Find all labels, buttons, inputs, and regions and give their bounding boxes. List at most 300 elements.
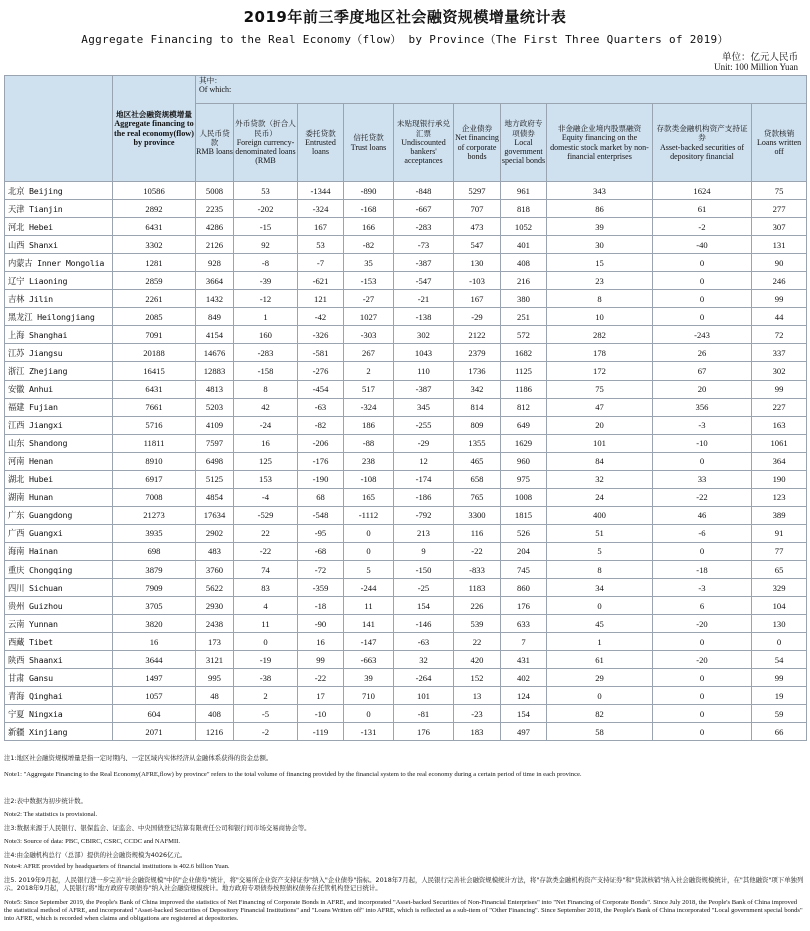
value-cell: 176 [501,597,547,615]
value-cell: 163 [752,416,807,434]
value-cell: 14676 [196,344,234,362]
value-cell: 125 [234,452,298,470]
value-cell: 16 [298,633,344,651]
value-cell: 4813 [196,380,234,398]
value-cell: -547 [394,272,454,290]
value-cell: 337 [752,344,807,362]
value-cell: 960 [501,452,547,470]
header-col-en: Equity financing on the domestic stock market by non-financial enterprises [550,133,649,161]
value-cell: 0 [234,633,298,651]
value-cell: 1043 [394,344,454,362]
value-cell: 3879 [113,560,196,578]
province-cell: 海南 Hainan [5,542,113,560]
province-cell: 山东 Shandong [5,434,113,452]
value-cell: 183 [454,723,501,741]
value-cell: 707 [454,200,501,218]
value-cell: -283 [234,344,298,362]
value-cell: 121 [298,290,344,308]
value-cell: 356 [653,398,752,416]
table-row [5,416,807,434]
value-cell: 22 [234,524,298,542]
province-cell: 宁夏 Ningxia [5,705,113,723]
value-cell: 46 [653,506,752,524]
value-cell: 1432 [196,290,234,308]
header-col-5 [394,104,454,182]
value-cell: 65 [752,560,807,578]
value-cell: 3664 [196,272,234,290]
value-cell: 99 [752,290,807,308]
value-cell: 130 [752,615,807,633]
value-cell: 54 [752,651,807,669]
value-cell: -22 [454,542,501,560]
value-cell: 5008 [196,182,234,200]
province-cell: 内蒙古 Inner Mongolia [5,254,113,272]
value-cell: 53 [298,236,344,254]
value-cell: 77 [752,542,807,560]
value-cell: 277 [752,200,807,218]
page-title: 2019年前三季度地区社会融资规模增量统计表 [243,8,567,26]
value-cell: 1815 [501,506,547,524]
value-cell: 6 [653,597,752,615]
value-cell: 33 [653,470,752,488]
value-cell: -29 [394,434,454,452]
table-row [5,633,807,651]
value-cell: -3 [653,416,752,434]
value-cell: 3300 [454,506,501,524]
value-cell: 42 [234,398,298,416]
value-cell: 408 [196,705,234,723]
value-cell: 17634 [196,506,234,524]
value-cell: 400 [547,506,653,524]
province-cell: 西藏 Tibet [5,633,113,651]
table-row [5,524,807,542]
value-cell: 44 [752,308,807,326]
value-cell: 4 [234,597,298,615]
value-cell: 765 [454,488,501,506]
value-cell: -39 [234,272,298,290]
value-cell: 10 [547,308,653,326]
value-cell: -153 [344,272,394,290]
value-cell: 12883 [196,362,234,380]
value-cell: 90 [752,254,807,272]
header-col-cn: 外币贷款（折合人民币） [235,119,296,138]
province-cell: 浙江 Zhejiang [5,362,113,380]
table-row [5,705,807,723]
value-cell: -82 [298,416,344,434]
value-cell: 154 [501,705,547,723]
value-cell: 75 [547,380,653,398]
value-cell: 2126 [196,236,234,254]
value-cell: 166 [344,218,394,236]
value-cell: 99 [752,380,807,398]
value-cell: 0 [653,290,752,308]
value-cell: 83 [234,579,298,597]
value-cell: 92 [234,236,298,254]
header-col-en: Asset-backed securities of depository financial [660,142,744,161]
province-cell: 河南 Henan [5,452,113,470]
header-col-en: Foreign currency-denominated loans (RMB [235,137,296,166]
province-cell: 重庆 Chongqing [5,560,113,578]
value-cell: 11 [344,597,394,615]
value-cell: 1183 [454,579,501,597]
value-cell: 2379 [454,344,501,362]
table-row [5,254,807,272]
value-cell: 7661 [113,398,196,416]
value-cell: 67 [653,362,752,380]
province-cell: 江西 Jiangxi [5,416,113,434]
province-cell: 辽宁 Liaoning [5,272,113,290]
table-row [5,506,807,524]
value-cell: 302 [752,362,807,380]
value-cell: 408 [501,254,547,272]
value-cell: 0 [653,723,752,741]
province-cell: 湖北 Hubei [5,470,113,488]
value-cell: 20188 [113,344,196,362]
value-cell: 48 [196,687,234,705]
value-cell: -40 [653,236,752,254]
value-cell: 497 [501,723,547,741]
value-cell: 39 [344,669,394,687]
value-cell: -10 [298,705,344,723]
note-5: 注3:数据来源于人民银行、银保监会、证监会、中央国债登记结算有限责任公司和银行间市场交易商协会等。 [4,824,311,832]
header-col-cn: 企业债券 [461,123,493,133]
value-cell: 20 [653,380,752,398]
value-cell: -276 [298,362,344,380]
province-cell: 河北 Hebei [5,218,113,236]
value-cell: 5716 [113,416,196,434]
value-cell: 59 [752,705,807,723]
value-cell: -6 [653,524,752,542]
value-cell: 282 [547,326,653,344]
value-cell: -147 [344,633,394,651]
province-cell: 湖南 Hunan [5,488,113,506]
value-cell: 131 [752,236,807,254]
value-cell: 4109 [196,416,234,434]
province-cell: 安徽 Anhui [5,380,113,398]
header-col-2 [234,104,298,182]
value-cell: 238 [344,452,394,470]
value-cell: -21 [394,290,454,308]
value-cell: 483 [196,542,234,560]
table-row [5,470,807,488]
header-col-en: Entrusted loans [305,137,336,157]
table-row [5,434,807,452]
value-cell: 526 [501,524,547,542]
value-cell: 1281 [113,254,196,272]
province-cell: 青海 Qinghai [5,687,113,705]
table-row [5,200,807,218]
note-7: 注4:由金融机构总行（总部）提供的社会融资规模为4026亿元。 [4,851,187,859]
value-cell: 1027 [344,308,394,326]
value-cell: 1216 [196,723,234,741]
value-cell: -454 [298,380,344,398]
value-cell: -3 [653,579,752,597]
value-cell: 246 [752,272,807,290]
value-cell: 6498 [196,452,234,470]
value-cell: 16 [113,633,196,651]
value-cell: 2859 [113,272,196,290]
value-cell: 86 [547,200,653,218]
value-cell: 1052 [501,218,547,236]
table-row [5,452,807,470]
province-cell: 贵州 Guizhou [5,597,113,615]
province-cell: 云南 Yunnan [5,615,113,633]
header-col-en: Trust loans [350,142,387,152]
value-cell: -359 [298,579,344,597]
value-cell: -190 [298,470,344,488]
value-cell: 1057 [113,687,196,705]
value-cell: 345 [394,398,454,416]
table-row [5,669,807,687]
value-cell: 176 [394,723,454,741]
value-cell: 8 [547,290,653,308]
value-cell: 11 [234,615,298,633]
value-cell: -23 [454,705,501,723]
table-row [5,651,807,669]
header-col-en: Net financing of corporate bonds [455,133,499,161]
note-9: 注5. 2019年9月起，人民银行进一步完善"社会融资规模"中的"企业债券"统计，将"交易所企业资产支持证券"纳入"企业债券"指标。2018年7月起，人民银行完善社会融资规模统计方法，将"存款类金融机构资产支持证券"和"贷款核销"纳入社会融资规模统计，在"其他融资"项下单独列示。2018年9月起，人民银行将"地方政府专项债券"纳入社会融资规模统计。地方政府专项债券按照债权债务在托管机构登记日统计。 [4,876,804,892]
value-cell: 961 [501,182,547,200]
value-cell: 267 [344,344,394,362]
table-row [5,182,807,200]
value-cell: -324 [344,398,394,416]
table-row [5,362,807,380]
value-cell: -848 [394,182,454,200]
value-cell: 116 [454,524,501,542]
value-cell: 5 [344,560,394,578]
value-cell: -146 [394,615,454,633]
value-cell: 32 [394,651,454,669]
value-cell: 0 [344,542,394,560]
value-cell: 227 [752,398,807,416]
financing-table [4,75,807,741]
value-cell: -283 [394,218,454,236]
value-cell: 124 [501,687,547,705]
table-row [5,542,807,560]
header-of-which-en: Of which: [199,85,232,95]
value-cell: 6431 [113,380,196,398]
value-cell: 17 [298,687,344,705]
value-cell: 604 [113,705,196,723]
value-cell: 380 [501,290,547,308]
header-col-en: Loans written off [756,137,802,157]
value-cell: 5203 [196,398,234,416]
table-row [5,272,807,290]
value-cell: -22 [298,669,344,687]
value-cell: -29 [454,308,501,326]
value-cell: -158 [234,362,298,380]
value-cell: -168 [344,200,394,218]
value-cell: -833 [454,560,501,578]
value-cell: -324 [298,200,344,218]
value-cell: 3644 [113,651,196,669]
table-row [5,326,807,344]
value-cell: 928 [196,254,234,272]
value-cell: 4286 [196,218,234,236]
value-cell: 658 [454,470,501,488]
value-cell: 364 [752,452,807,470]
value-cell: 99 [298,651,344,669]
value-cell: -24 [234,416,298,434]
value-cell: 0 [752,633,807,651]
header-col-cn: 存款类金融机构资产支持证券 [656,123,748,143]
value-cell: 99 [752,669,807,687]
unit-label-en: Unit: 100 Million Yuan [714,62,798,72]
table-row [5,615,807,633]
note-2: Note1: "Aggregate Financing to the Real Economy(AFRE,flow) by province" refers to the total volume of financing provided by the financial system to the real economy during a certain period of time in each province. [4,771,582,778]
value-cell: 154 [394,597,454,615]
value-cell: 1736 [454,362,501,380]
value-cell: 7091 [113,326,196,344]
note-6: Note3: Source of data: PBC, CBIRC, CSRC, CCDC and NAFMII. [4,838,181,845]
value-cell: 51 [547,524,653,542]
value-cell: 860 [501,579,547,597]
value-cell: 572 [501,326,547,344]
value-cell: -243 [653,326,752,344]
value-cell: 22 [454,633,501,651]
value-cell: 39 [547,218,653,236]
note-8: Note4: AFRE provided by headquarters of financial institutions is 402.6 billion Yuan. [4,863,230,870]
table-row [5,218,807,236]
value-cell: 2902 [196,524,234,542]
value-cell: -18 [298,597,344,615]
value-cell: -255 [394,416,454,434]
value-cell: 35 [344,254,394,272]
note-4: Note2: The statistics is provisional. [4,811,98,818]
value-cell: 21273 [113,506,196,524]
header-col-9 [653,104,752,182]
value-cell: -326 [298,326,344,344]
value-cell: 72 [752,326,807,344]
value-cell: 4154 [196,326,234,344]
value-cell: 34 [547,579,653,597]
value-cell: 19 [752,687,807,705]
value-cell: 123 [752,488,807,506]
value-cell: 16 [234,434,298,452]
value-cell: -42 [298,308,344,326]
value-cell: 29 [547,669,653,687]
value-cell: 420 [454,651,501,669]
value-cell: -176 [298,452,344,470]
value-cell: -138 [394,308,454,326]
value-cell: -27 [344,290,394,308]
value-cell: -38 [234,669,298,687]
header-col-8 [547,104,653,182]
value-cell: 1497 [113,669,196,687]
value-cell: 167 [298,218,344,236]
value-cell: 13 [454,687,501,705]
value-cell: -150 [394,560,454,578]
value-cell: 12 [394,452,454,470]
value-cell: 1629 [501,434,547,452]
header-col-1 [196,104,234,182]
value-cell: 68 [298,488,344,506]
value-cell: 216 [501,272,547,290]
unit-label-cn: 单位：亿元人民币 [721,52,798,63]
value-cell: 0 [653,669,752,687]
value-cell: 0 [344,524,394,542]
value-cell: 2071 [113,723,196,741]
value-cell: 329 [752,579,807,597]
province-cell: 甘肃 Gansu [5,669,113,687]
value-cell: 32 [547,470,653,488]
value-cell: 84 [547,452,653,470]
value-cell: 7 [501,633,547,651]
header-col-cn: 未贴现银行承兑汇票 [396,119,451,138]
value-cell: 5 [547,542,653,560]
value-cell: 7597 [196,434,234,452]
value-cell: 431 [501,651,547,669]
value-cell: 2122 [454,326,501,344]
value-cell: -303 [344,326,394,344]
value-cell: 547 [454,236,501,254]
value-cell: 172 [547,362,653,380]
table-row [5,560,807,578]
value-cell: -264 [394,669,454,687]
value-cell: -4 [234,488,298,506]
table-row [5,290,807,308]
value-cell: -18 [653,560,752,578]
province-cell: 上海 Shanghai [5,326,113,344]
value-cell: 1061 [752,434,807,452]
value-cell: -2 [653,218,752,236]
table-row [5,308,807,326]
value-cell: 517 [344,380,394,398]
value-cell: -68 [298,542,344,560]
value-cell: 401 [501,236,547,254]
value-cell: 173 [196,633,234,651]
value-cell: 710 [344,687,394,705]
header-col-en: RMB loans [196,147,233,157]
value-cell: 1 [547,633,653,651]
province-cell: 山西 Shanxi [5,236,113,254]
value-cell: 818 [501,200,547,218]
value-cell: -10 [653,434,752,452]
value-cell: -108 [344,470,394,488]
value-cell: 8910 [113,452,196,470]
value-cell: 53 [234,182,298,200]
value-cell: 167 [454,290,501,308]
value-cell: 66 [752,723,807,741]
value-cell: 91 [752,524,807,542]
header-of-which [196,76,807,104]
table-row [5,380,807,398]
value-cell: -667 [394,200,454,218]
value-cell: -890 [344,182,394,200]
value-cell: -792 [394,506,454,524]
value-cell: 152 [454,669,501,687]
value-cell: 213 [394,524,454,542]
value-cell: -82 [344,236,394,254]
table-row [5,398,807,416]
value-cell: 5622 [196,579,234,597]
value-cell: 47 [547,398,653,416]
value-cell: 7008 [113,488,196,506]
value-cell: 130 [454,254,501,272]
value-cell: -206 [298,434,344,452]
value-cell: 24 [547,488,653,506]
value-cell: 45 [547,615,653,633]
table-row [5,687,807,705]
value-cell: -387 [394,254,454,272]
value-cell: 204 [501,542,547,560]
value-cell: -131 [344,723,394,741]
value-cell: 0 [653,542,752,560]
value-cell: 302 [394,326,454,344]
value-cell: 1008 [501,488,547,506]
value-cell: -663 [344,651,394,669]
header-total [113,76,196,182]
